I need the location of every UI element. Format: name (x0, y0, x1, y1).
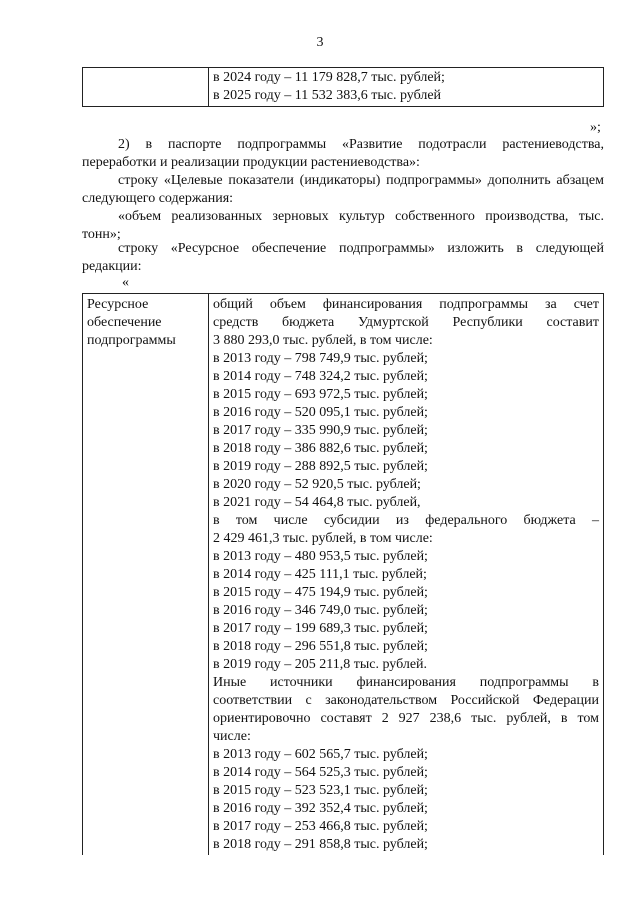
budget-year-line: в 2013 году – 798 749,9 тыс. рублей; (213, 351, 428, 366)
funding-table-continuation (82, 67, 604, 107)
opening-quote: « (122, 275, 129, 290)
subsidy-total-line: 2 429 461,3 тыс. рублей, в том числе: (213, 531, 433, 546)
subsidy-year-line: в 2018 году – 296 551,8 тыс. рублей; (213, 639, 428, 654)
subsidy-year-line: в 2013 году – 480 953,5 тыс. рублей; (213, 549, 428, 564)
closing-quote: »; (590, 120, 601, 135)
budget-year-line: в 2021 году – 54 464,8 тыс. рублей, (213, 495, 421, 510)
funding-line-2025: в 2025 году – 11 532 383,6 тыс. рублей (213, 88, 442, 103)
other-year-line: в 2013 году – 602 565,7 тыс. рублей; (213, 747, 428, 762)
funding-line-2024: в 2024 году – 11 179 828,7 тыс. рублей; (213, 70, 445, 85)
subsidy-year-line: в 2017 году – 199 689,3 тыс. рублей; (213, 621, 428, 636)
paragraph-new-indicator: «объем реализованных зерновых культур собственного производства, тыс. тонн»; (82, 209, 604, 242)
resource-support-table (82, 293, 604, 855)
table-row (83, 68, 604, 107)
other-year-line: в 2017 году – 253 466,8 тыс. рублей; (213, 819, 428, 834)
budget-year-line: в 2017 году – 335 990,9 тыс. рублей; (213, 423, 428, 438)
page-number: 3 (316, 35, 324, 50)
intro-line: общий объем финансирования подпрограммы за счет (213, 297, 599, 312)
table-cell-funding (209, 68, 604, 107)
budget-year-line: в 2019 году – 288 892,5 тыс. рублей; (213, 459, 428, 474)
budget-year-line: в 2020 году – 52 920,5 тыс. рублей; (213, 477, 421, 492)
intro-line: средств бюджета Удмуртской Республики составит (213, 315, 599, 330)
resource-label-line: подпрограммы (87, 333, 176, 348)
other-year-line: в 2014 году – 564 525,3 тыс. рублей; (213, 765, 428, 780)
other-year-line: в 2015 году – 523 523,1 тыс. рублей; (213, 783, 428, 798)
resource-content-cell (209, 294, 604, 856)
subsidy-year-line: в 2014 году – 425 111,1 тыс. рублей; (213, 567, 427, 582)
table-row (83, 294, 604, 856)
other-year-line: в 2018 году – 291 858,8 тыс. рублей; (213, 837, 428, 852)
paragraph-passport: 2) в паспорте подпрограммы «Развитие подотрасли растениеводства, переработки и реализации продукции растениеводства»: (82, 137, 604, 170)
subsidy-year-line: в 2016 году – 346 749,0 тыс. рублей; (213, 603, 428, 618)
table-cell-empty (83, 68, 209, 107)
budget-year-line: в 2015 году – 693 972,5 тыс. рублей; (213, 387, 428, 402)
total-line: 3 880 293,0 тыс. рублей, в том числе: (213, 333, 433, 348)
other-year-line: в 2016 году – 392 352,4 тыс. рублей; (213, 801, 428, 816)
paragraph-target-indicators: строку «Целевые показатели (индикаторы) подпрограммы» дополнить абзацем следующего содержания: (82, 173, 604, 206)
budget-year-line: в 2014 году – 748 324,2 тыс. рублей; (213, 369, 428, 384)
other-sources-including: числе: (213, 729, 251, 744)
resource-label-cell (83, 294, 209, 856)
paragraph-resource-row: строку «Ресурсное обеспечение подпрограммы» изложить в следующей редакции: (82, 241, 604, 274)
subsidy-year-line: в 2015 году – 475 194,9 тыс. рублей; (213, 585, 428, 600)
other-sources-line: соответствии с законодательством Российской Федерации (213, 693, 599, 708)
budget-year-line: в 2016 году – 520 095,1 тыс. рублей; (213, 405, 428, 420)
subsidy-intro-line: в том числе субсидии из федерального бюджета – (213, 513, 599, 528)
other-sources-line: Иные источники финансирования подпрограммы в (213, 675, 599, 690)
resource-label-line: Ресурсное (87, 297, 149, 312)
budget-year-line: в 2018 году – 386 882,6 тыс. рублей; (213, 441, 428, 456)
other-sources-line: ориентировочно составят 2 927 238,6 тыс. рублей, в том (213, 711, 599, 726)
subsidy-year-line: в 2019 году – 205 211,8 тыс. рублей. (213, 657, 428, 672)
resource-label-line: обеспечение (87, 315, 162, 330)
